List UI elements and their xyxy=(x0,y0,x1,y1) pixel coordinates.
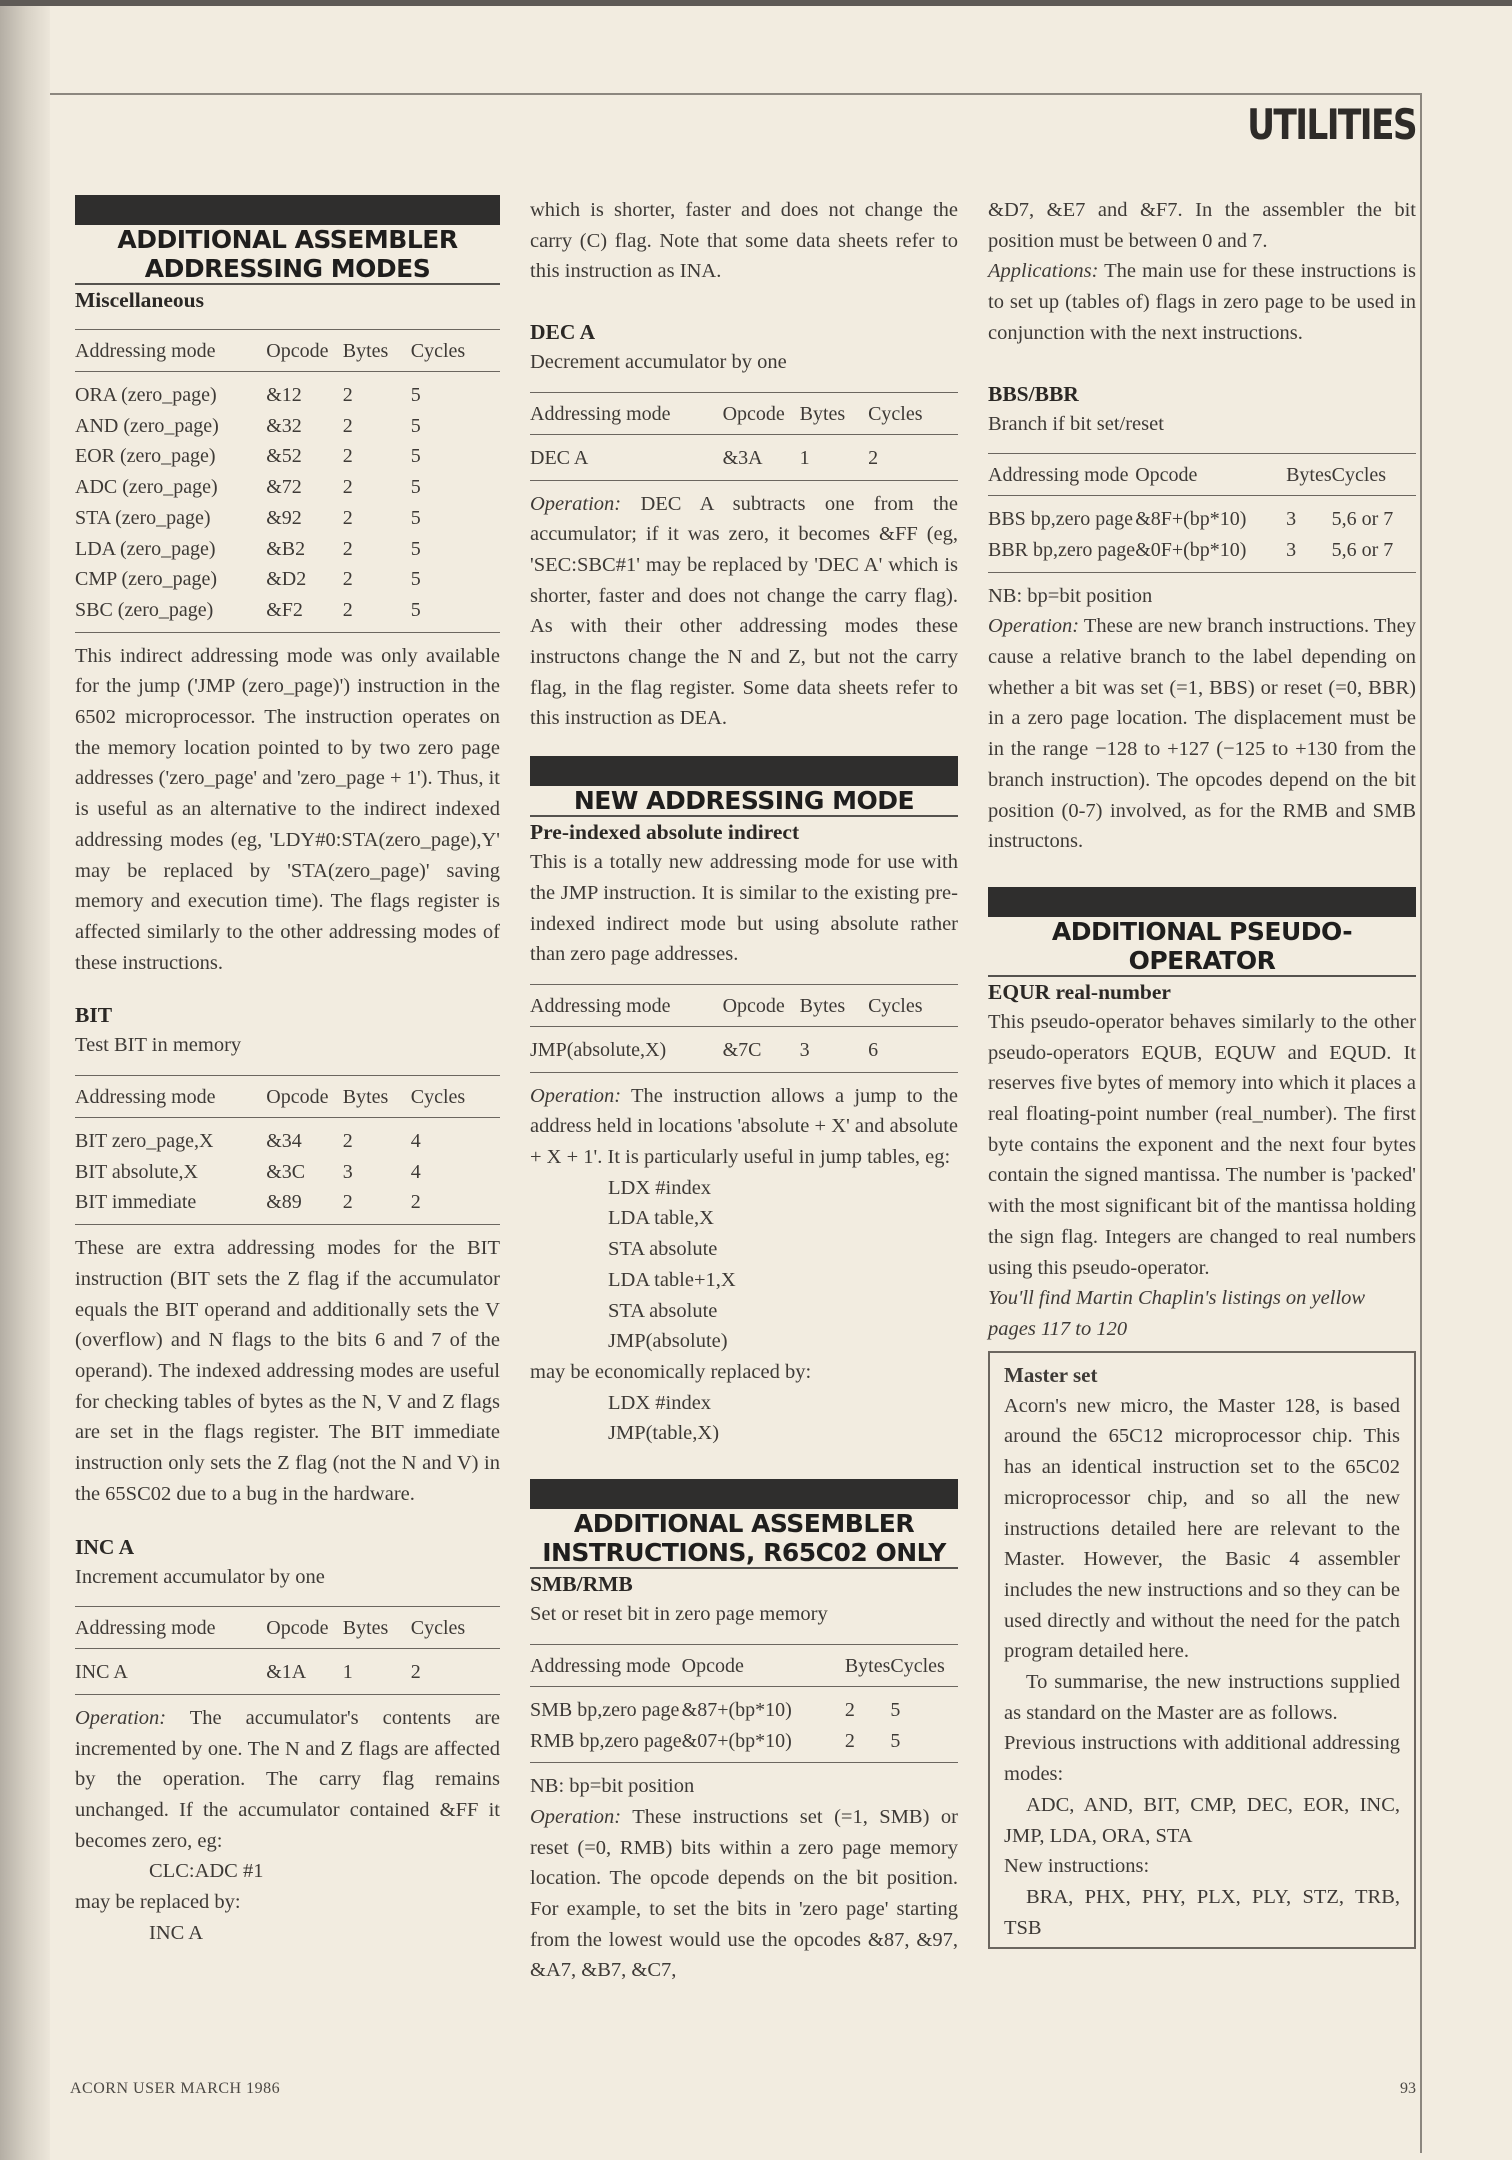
mode-cell: SMB bp,zero page xyxy=(530,1698,680,1721)
opcode-cell: &D2 xyxy=(266,568,307,591)
opcode-cell: &0F+(bp*10) xyxy=(1135,538,1247,561)
heading-bar xyxy=(988,887,1416,917)
heading-line-2: INSTRUCTIONS, R65C02 ONLY xyxy=(542,1538,946,1568)
bytes-cell: 2 xyxy=(342,445,353,468)
col-header-cycles: Cycles xyxy=(411,1607,500,1649)
code-line: LDX #index xyxy=(608,1391,712,1414)
subhead-smb-rmb: SMB/RMB xyxy=(530,1572,633,1597)
boxout-paragraph: To summarise, the new instructions supplied as standard on the Master are as follows. xyxy=(1004,1671,1400,1724)
col-header-cycles: Cycles xyxy=(411,1076,500,1118)
table-row xyxy=(75,595,500,632)
inc-opcode-table xyxy=(75,1606,500,1695)
bytes-cell: 2 xyxy=(342,568,353,591)
col-header-opcode: Opcode xyxy=(723,392,800,434)
col-header-opcode: Opcode xyxy=(723,984,800,1026)
applications-text: The main use for these instructions is to set up (tables of) flags in zero page to be used in conjunction with the next instructions. xyxy=(988,260,1416,344)
cycles-cell: 5 xyxy=(410,537,421,560)
bytes-cell: 3 xyxy=(799,1038,810,1061)
mode-cell: SBC (zero_page) xyxy=(75,598,214,621)
bytes-cell: 2 xyxy=(342,506,353,529)
code-line: JMP(absolute) xyxy=(608,1330,728,1353)
mode-cell: BIT zero_page,X xyxy=(75,1130,214,1153)
opcode-cell: &12 xyxy=(266,384,302,406)
opcode-cell: &52 xyxy=(266,445,302,468)
cycles-cell: 5,6 or 7 xyxy=(1331,508,1394,531)
col-header-mode: Addressing mode xyxy=(75,330,266,372)
cycles-cell: 2 xyxy=(868,446,879,469)
cycles-cell: 5 xyxy=(410,568,421,591)
cycles-cell: 4 xyxy=(410,1130,421,1153)
paragraph-bbs-operation xyxy=(988,611,1416,857)
table-row xyxy=(75,503,500,534)
table-row xyxy=(530,1686,958,1725)
table-row xyxy=(530,1726,958,1763)
bytes-cell: 2 xyxy=(342,598,353,621)
heading-bar xyxy=(75,195,500,225)
code-line: LDA table,X xyxy=(608,1207,714,1230)
code-line: LDX #index xyxy=(608,1176,712,1199)
smb-operation-text: These instructions set (=1, SMB) or reset (=0, RMB) bits within a zero page memory location. The opcode depends on the bit position. For example, to set the bits in 'zero page' starting from the lowest would use the opcodes &87, &97, &A7, &B7, &C7, xyxy=(530,1805,958,1982)
col-header-bytes: Bytes xyxy=(1286,454,1332,496)
cycles-cell: 5 xyxy=(410,506,421,529)
col-header-bytes: Bytes xyxy=(845,1644,891,1686)
page-binding-shadow xyxy=(0,0,50,2160)
boxout-title: Master set xyxy=(1004,1362,1098,1387)
mode-cell: ORA (zero_page) xyxy=(75,384,217,406)
col-header-mode: Addressing mode xyxy=(530,984,723,1026)
col-header-opcode: Opcode xyxy=(266,330,343,372)
cycles-cell: 2 xyxy=(410,1191,421,1214)
paragraph-smb-continued: &D7, &E7 and &F7. In the assembler the bit position must be between 0 and 7. xyxy=(988,199,1416,252)
bytes-cell: 2 xyxy=(342,1191,353,1214)
subhead-bit: BIT xyxy=(75,1003,113,1028)
cycles-cell: 5 xyxy=(410,445,421,468)
master-set-boxout xyxy=(988,1351,1416,1950)
bytes-cell: 1 xyxy=(799,446,810,469)
boxout-paragraph: Acorn's new micro, the Master 128, is based around the 65C12 microprocessor chip. This has an identical instruction set to the 65C02 microprocessor chip, and so all the new instructions detailed here are relevant to the Master. However, the Basic 4 assembler includes the new instructions and so they can be used directly and without the need for the patch program detailed here. xyxy=(1004,1394,1400,1663)
subhead-bbs-bbr: BBS/BBR xyxy=(988,381,1079,406)
column-1 xyxy=(75,195,500,1949)
heading-r65c02-instructions xyxy=(530,1509,958,1569)
mode-cell: INC A xyxy=(75,1661,128,1684)
jmp-opcode-table xyxy=(530,984,958,1073)
bit-opcode-table xyxy=(75,1075,500,1225)
mode-cell: BBR bp,zero page xyxy=(988,538,1136,561)
bytes-cell: 3 xyxy=(342,1160,353,1183)
col-header-cycles: Cycles xyxy=(1332,454,1416,496)
paragraph-dec-operation xyxy=(530,489,958,735)
boxout-paragraph: New instructions: xyxy=(1004,1855,1150,1878)
heading-pseudo-operator: ADDITIONAL PSEUDO-OPERATOR xyxy=(988,917,1416,977)
cycles-cell: 5,6 or 7 xyxy=(1331,538,1394,561)
paragraph-applications xyxy=(988,256,1416,348)
jmp-operation-text: The instruction allows a jump to the address held in locations 'absolute + X' and absolute + X + 1'. It is particularly useful in jump tables, eg: xyxy=(530,1084,959,1169)
cycles-cell: 5 xyxy=(890,1729,901,1752)
heading-addressing-modes xyxy=(75,225,500,285)
col-header-cycles: Cycles xyxy=(890,1644,958,1686)
operation-label: Operation: xyxy=(530,1084,622,1107)
col-header-opcode: Opcode xyxy=(682,1644,845,1686)
code-block-replacement xyxy=(530,1388,958,1449)
replaced-by-text: may be replaced by: xyxy=(75,1891,241,1914)
opcode-cell: &89 xyxy=(266,1191,302,1214)
mode-cell: BBS bp,zero page xyxy=(988,508,1133,531)
opcode-cell: &3A xyxy=(722,446,763,469)
right-margin-rule xyxy=(1420,93,1422,2153)
bbs-description: Branch if bit set/reset xyxy=(988,412,1164,435)
opcode-cell: &32 xyxy=(266,414,302,437)
bytes-cell: 3 xyxy=(1286,508,1297,531)
mode-cell: LDA (zero_page) xyxy=(75,537,216,560)
section-title: UTILITIES xyxy=(1247,100,1416,149)
bbs-operation-text: These are new branch instructions. They cause a relative branch to the label depending on whether a bit was set (=1, BBS) or reset (=0, BBR) in a zero page location. The displacement must be in the range −128 to +127 (−125 to +130 from the branch instruction). The opcodes depend on the bit position (0-7) involved, as for the RMB and SMB instructons. xyxy=(988,615,1416,853)
code-inc-a: INC A xyxy=(149,1921,204,1944)
paragraph-inc-operation xyxy=(75,1703,500,1857)
col-header-cycles: Cycles xyxy=(868,392,958,434)
operation-label: Operation: xyxy=(530,492,622,515)
dec-opcode-table xyxy=(530,392,958,481)
cycles-cell: 2 xyxy=(410,1661,421,1684)
opcode-cell: &F2 xyxy=(266,598,303,621)
opcode-cell: &8F+(bp*10) xyxy=(1135,508,1247,531)
table-row xyxy=(988,496,1416,535)
col-header-bytes: Bytes xyxy=(800,984,868,1026)
column-2 xyxy=(530,195,958,1986)
bbs-opcode-table xyxy=(988,453,1416,572)
col-header-mode: Addressing mode xyxy=(530,1644,682,1686)
col-header-opcode: Opcode xyxy=(266,1607,343,1649)
col-header-mode: Addressing mode xyxy=(530,392,723,434)
bytes-cell: 1 xyxy=(342,1661,353,1684)
mode-cell: BIT immediate xyxy=(75,1191,197,1214)
column-3 xyxy=(988,195,1416,1949)
heading-line-1: ADDITIONAL ASSEMBLER xyxy=(117,225,458,254)
heading-line-1: ADDITIONAL ASSEMBLER xyxy=(573,1509,915,1539)
heading-new-addressing-mode: NEW ADDRESSING MODE xyxy=(530,786,958,817)
table-row xyxy=(75,1118,500,1157)
cycles-cell: 5 xyxy=(410,414,421,437)
table-row xyxy=(530,1026,958,1072)
opcode-cell: &07+(bp*10) xyxy=(681,1729,792,1752)
cycles-cell: 6 xyxy=(868,1038,879,1061)
subhead-miscellaneous: Miscellaneous xyxy=(75,288,204,312)
mode-cell: AND (zero_page) xyxy=(75,414,219,437)
table-row xyxy=(75,472,500,503)
table-row xyxy=(75,1187,500,1224)
table-row xyxy=(530,434,958,480)
mode-cell: BIT absolute,X xyxy=(75,1160,198,1183)
operation-label: Operation: xyxy=(75,1706,167,1729)
col-header-cycles: Cycles xyxy=(411,330,500,372)
paragraph-jmp-operation xyxy=(530,1081,958,1173)
opcode-cell: &3C xyxy=(266,1160,306,1183)
paragraph-bit-modes: These are extra addressing modes for the BIT instruction (BIT sets the Z flag if the accumulator equals the BIT operand and additionally sets the V (overflow) and N flags to the bits 6 and 7 of the operand). The indexed addressing modes are useful for checking tables of bytes as the N, V and Z flags are set in the flags register. The BIT immediate instruction only sets the Z flag (not the N and V) in the 65SC02 due to a bug in the hardware. xyxy=(75,1237,500,1505)
mode-cell: EOR (zero_page) xyxy=(75,445,216,468)
opcode-cell: &34 xyxy=(266,1130,302,1153)
table-row xyxy=(75,372,500,411)
paragraph-indirect-mode: This indirect addressing mode was only available for the jump ('JMP (zero_page)') instruction in the 6502 microprocessor. The instruction operates on the memory location pointed to by two zero page addresses ('zero_page' and 'zero_page + 1'). Thus, it is useful as an alternative to the indirect indexed addressing modes (eg, 'LDY#0:STA(zero_page),Y' may be replaced by 'STA(zero_page)' saving memory and execution time). The flags register is affected similarly to the other addressing modes of these instructions. xyxy=(75,644,500,974)
table-row xyxy=(75,1157,500,1188)
table-row xyxy=(75,1649,500,1695)
operation-label: Operation: xyxy=(988,615,1080,638)
boxout-list: ADC, AND, BIT, CMP, DEC, EOR, INC, JMP, LDA, ORA, STA xyxy=(1004,1793,1400,1847)
cycles-cell: 5 xyxy=(410,476,421,499)
cycles-cell: 5 xyxy=(410,384,421,406)
code-block-jump-table xyxy=(530,1173,958,1357)
boxout-paragraph: Previous instructions with additional addressing modes: xyxy=(1004,1732,1400,1786)
subhead-equr: EQUR real-number xyxy=(988,979,1171,1004)
col-header-cycles: Cycles xyxy=(868,984,958,1026)
bytes-cell: 2 xyxy=(342,414,353,437)
col-header-mode: Addressing mode xyxy=(75,1076,266,1118)
heading-bar xyxy=(530,1479,958,1509)
col-header-mode: Addressing mode xyxy=(75,1607,266,1649)
bytes-cell: 3 xyxy=(1286,538,1297,561)
opcode-cell: &B2 xyxy=(266,537,306,560)
paragraph-inc-continued: which is shorter, faster and does not change the carry (C) flag. Note that some data sheets refer to this instruction as INA. xyxy=(530,199,958,283)
mode-cell: ADC (zero_page) xyxy=(75,476,218,499)
cycles-cell: 4 xyxy=(410,1160,421,1183)
subhead-pre-indexed: Pre-indexed absolute indirect xyxy=(530,820,800,845)
opcode-cell: &92 xyxy=(266,506,302,529)
footer-publication: ACORN USER MARCH 1986 xyxy=(70,2080,281,2097)
opcode-cell: &1A xyxy=(266,1661,307,1684)
smb-opcode-table xyxy=(530,1644,958,1763)
inc-operation-text: The accumulator's contents are incremented by one. The N and Z flags are affected by the operation. The carry flag remains unchanged. If the accumulator contained &FF it becomes zero, eg: xyxy=(75,1706,500,1852)
code-line: LDA table+1,X xyxy=(608,1268,736,1291)
code-clc-adc: CLC:ADC #1 xyxy=(149,1860,264,1883)
col-header-mode: Addressing mode xyxy=(988,454,1135,496)
bytes-cell: 2 xyxy=(844,1729,855,1752)
heading-line-2: ADDRESSING MODES xyxy=(144,254,431,283)
bytes-cell: 2 xyxy=(342,384,353,406)
top-rule xyxy=(0,0,1512,6)
boxout-list: BRA, PHX, PHY, PLX, PLY, STZ, TRB, TSB xyxy=(1004,1885,1400,1939)
col-header-opcode: Opcode xyxy=(266,1076,343,1118)
col-header-opcode: Opcode xyxy=(1135,454,1286,496)
table-row xyxy=(75,441,500,472)
mode-cell: DEC A xyxy=(530,446,589,469)
bytes-cell: 2 xyxy=(844,1698,855,1721)
applications-label: Applications: xyxy=(988,260,1099,283)
code-line: STA absolute xyxy=(608,1238,718,1261)
smb-description: Set or reset bit in zero page memory xyxy=(530,1603,828,1626)
heading-bar xyxy=(530,756,958,786)
bytes-cell: 2 xyxy=(342,1130,353,1153)
listings-caption: You'll find Martin Chaplin's listings on yellow pages 117 to 120 xyxy=(988,1287,1366,1340)
inc-description: Increment accumulator by one xyxy=(75,1565,325,1588)
dec-operation-text: DEC A subtracts one from the accumulator; if it was zero, it becomes &FF (eg, 'SEC:SBC#1' may be replaced by 'DEC A' which is shorter, faster and does not change the carry flag). As with their other addressing modes these instructons change the N and Z, but not the carry flag, in the flag register. Some data sheets refer to this instruction as DEA. xyxy=(530,492,959,730)
misc-opcode-table xyxy=(75,329,500,633)
code-line: JMP(table,X) xyxy=(608,1422,720,1445)
paragraph-equr: This pseudo-operator behaves similarly to the other pseudo-operators EQUB, EQUW and EQUD. It reserves five bytes of memory into which it places a real floating-point number (real_number). The first byte contains the exponent and the next four bytes contain the signed mantissa. The number is 'packed' with the most significant bit of the mantissa holding the sign flag. Integers are changed to real numbers using this pseudo-operator. xyxy=(988,1010,1416,1279)
note-bit-position: NB: bp=bit position xyxy=(530,1775,695,1798)
col-header-bytes: Bytes xyxy=(343,330,411,372)
mode-cell: CMP (zero_page) xyxy=(75,568,217,591)
opcode-cell: &87+(bp*10) xyxy=(681,1698,792,1721)
col-header-bytes: Bytes xyxy=(800,392,868,434)
code-line: STA absolute xyxy=(608,1299,718,1322)
page-number: 93 xyxy=(1400,2080,1416,2097)
opcode-cell: &7C xyxy=(722,1038,762,1061)
cycles-cell: 5 xyxy=(890,1698,901,1721)
table-row xyxy=(75,534,500,565)
note-bit-position: NB: bp=bit position xyxy=(988,584,1153,607)
col-header-bytes: Bytes xyxy=(343,1076,411,1118)
opcode-cell: &72 xyxy=(266,476,302,499)
table-row xyxy=(75,411,500,442)
subhead-inc-a: INC A xyxy=(75,1534,135,1559)
paragraph-new-mode: This is a totally new addressing mode for use with the JMP instruction. It is similar to the existing pre-indexed indirect mode but using absolute rather than zero page addresses. xyxy=(530,851,958,966)
bit-description: Test BIT in memory xyxy=(75,1034,242,1057)
table-row xyxy=(75,564,500,595)
col-header-bytes: Bytes xyxy=(343,1607,411,1649)
bytes-cell: 2 xyxy=(342,476,353,499)
mode-cell: STA (zero_page) xyxy=(75,506,211,529)
mode-cell: RMB bp,zero page xyxy=(530,1729,682,1752)
bytes-cell: 2 xyxy=(342,537,353,560)
paragraph-smb-operation xyxy=(530,1802,958,1986)
replaced-by-text: may be economically replaced by: xyxy=(530,1360,812,1383)
mode-cell: JMP(absolute,X) xyxy=(530,1038,667,1061)
dec-description: Decrement accumulator by one xyxy=(530,351,787,374)
subhead-dec-a: DEC A xyxy=(530,320,596,345)
cycles-cell: 5 xyxy=(410,598,421,621)
table-row xyxy=(988,535,1416,572)
header-rule xyxy=(50,93,1422,95)
operation-label: Operation: xyxy=(530,1805,622,1828)
